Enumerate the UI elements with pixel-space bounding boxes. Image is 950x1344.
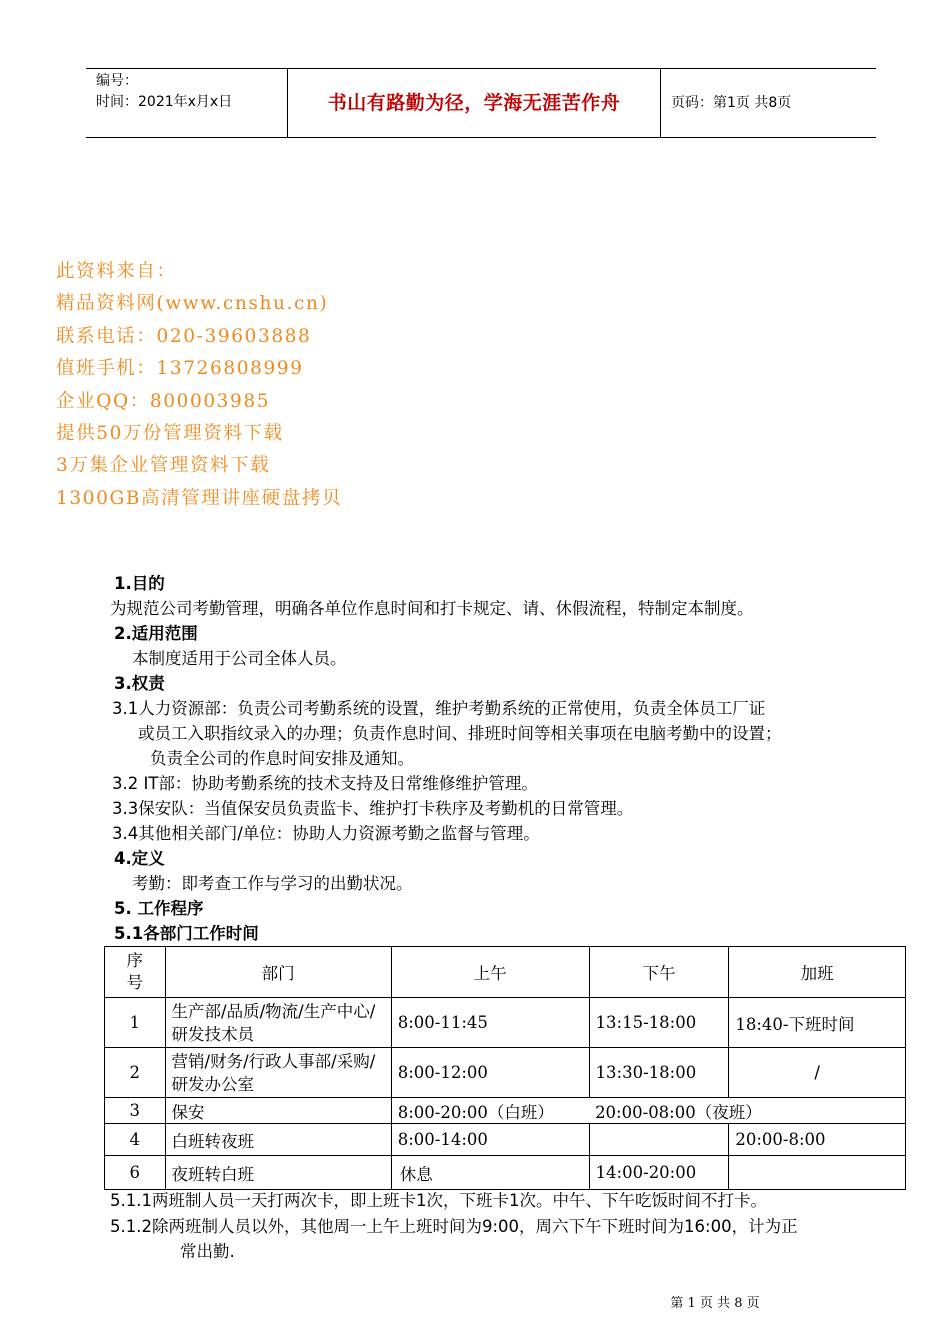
source-line: 此资料来自： xyxy=(56,261,177,282)
section-heading: 2.适用范围 xyxy=(114,624,198,643)
footer-page-number: 第 1 页 共 8 页 xyxy=(670,1296,760,1311)
header-cell-ot: 加班 xyxy=(729,947,906,998)
page-footer xyxy=(0,1292,950,1311)
page-header xyxy=(86,68,876,138)
cell-am: 8:00-11:45 xyxy=(391,998,589,1048)
cell-ot: 18:40-下班时间 xyxy=(729,998,906,1048)
source-line: 提供50万份管理资料下载 xyxy=(56,422,284,444)
paragraph: 负责全公司的作息时间安排及通知。 xyxy=(150,749,414,768)
table-row xyxy=(105,998,906,1048)
paragraph: 5.1.1两班制人员一天打两次卡，即上班卡1次，下班卡1次。中午、下午吃饭时间不打卡。 xyxy=(110,1191,767,1210)
source-line: 精品资料网(www.cnshu.cn) xyxy=(56,293,329,315)
paragraph: 本制度适用于公司全体人员。 xyxy=(132,649,347,668)
section-heading: 3.权责 xyxy=(114,674,165,693)
cell-ot: / xyxy=(729,1048,906,1098)
paragraph: 为规范公司考勤管理，明确各单位作息时间和打卡规定、请、休假流程，特制定本制度。 xyxy=(110,599,754,618)
cell-am: 8:00-12:00 xyxy=(391,1048,589,1098)
work-time-table xyxy=(104,946,906,1190)
time-label: 时间：2021年x月x日 xyxy=(96,94,233,110)
cell-dept: 营销/财务/行政人事部/采购/研发办公室 xyxy=(165,1048,391,1098)
section-heading: 5. 工作程序 xyxy=(114,899,204,918)
source-line: 企业QQ：800003985 xyxy=(56,390,271,412)
cell-pm: 13:15-18:00 xyxy=(589,998,729,1048)
cell-pm: 14:00-20:00 xyxy=(589,1156,729,1190)
source-line: 3万集企业管理资料下载 xyxy=(56,455,271,477)
section-heading: 5.1各部门工作时间 xyxy=(114,924,259,943)
source-line: 值班手机：13726808999 xyxy=(56,358,304,380)
cell-dept: 白班转夜班 xyxy=(165,1124,391,1156)
header-page-label: 页码：第1页 共8页 xyxy=(671,95,792,111)
header-motto: 书山有路勤为径，学海无涯苦作舟 xyxy=(287,69,661,137)
header-cell-no: 序号 xyxy=(105,947,166,998)
source-line: 联系电话：020-39603888 xyxy=(56,325,312,347)
cell-am: 8:00-20:00（白班） xyxy=(391,1098,589,1124)
cell-dept: 生产部/品质/物流/生产中心/研发技术员 xyxy=(165,998,391,1048)
cell-no: 3 xyxy=(105,1098,166,1124)
paragraph: 3.4其他相关部门/单位：协助人力资源考勤之监督与管理。 xyxy=(112,824,540,843)
cell-pm: 13:30-18:00 xyxy=(589,1048,729,1098)
cell-no: 1 xyxy=(105,998,166,1048)
cell-ot: 20:00-8:00 xyxy=(729,1124,906,1156)
table-row xyxy=(105,1098,906,1124)
cell-am: 休息 xyxy=(391,1156,589,1190)
header-cell-pm: 下午 xyxy=(589,947,729,998)
cell-dept: 保安 xyxy=(165,1098,391,1124)
table-header-row xyxy=(105,947,906,998)
source-line: 1300GB高清管理讲座硬盘拷贝 xyxy=(56,487,343,509)
table-row xyxy=(105,1124,906,1156)
header-cell-dept: 部门 xyxy=(165,947,391,998)
header-meta xyxy=(86,69,287,137)
paragraph: 考勤：即考查工作与学习的出勤状况。 xyxy=(132,874,413,893)
cell-no: 4 xyxy=(105,1124,166,1156)
paragraph: 3.3保安队：当值保安员负责监卡、维护打卡秩序及考勤机的日常管理。 xyxy=(112,799,634,818)
cell-dept: 夜班转白班 xyxy=(165,1156,391,1190)
cell-no: 6 xyxy=(105,1156,166,1190)
paragraph: 或员工入职指纹录入的办理；负责作息时间、排班时间等相关事项在电脑考勤中的设置； xyxy=(138,724,782,743)
source-info xyxy=(56,256,342,515)
section-heading: 1.目的 xyxy=(114,574,165,593)
cell-pm: 20:00-08:00（夜班） xyxy=(589,1098,905,1124)
header-cell-am: 上午 xyxy=(391,947,589,998)
paragraph: 常出勤. xyxy=(180,1242,235,1261)
paragraph: 5.1.2除两班制人员以外，其他周一上午上班时间为9:00，周六下午下班时间为16:00，计为正 xyxy=(110,1217,798,1236)
table-row xyxy=(105,1048,906,1098)
cell-pm xyxy=(589,1124,729,1156)
paragraph: 3.2 IT部：协助考勤系统的技术支持及日常维修维护管理。 xyxy=(112,774,538,793)
section-heading: 4.定义 xyxy=(114,849,165,868)
paragraph: 3.1人力资源部：负责公司考勤系统的设置，维护考勤系统的正常使用，负责全体员工厂证 xyxy=(112,699,766,718)
cell-am: 8:00-14:00 xyxy=(391,1124,589,1156)
table-row xyxy=(105,1156,906,1190)
number-label: 编号： xyxy=(96,73,138,89)
cell-ot xyxy=(729,1156,906,1190)
cell-no: 2 xyxy=(105,1048,166,1098)
